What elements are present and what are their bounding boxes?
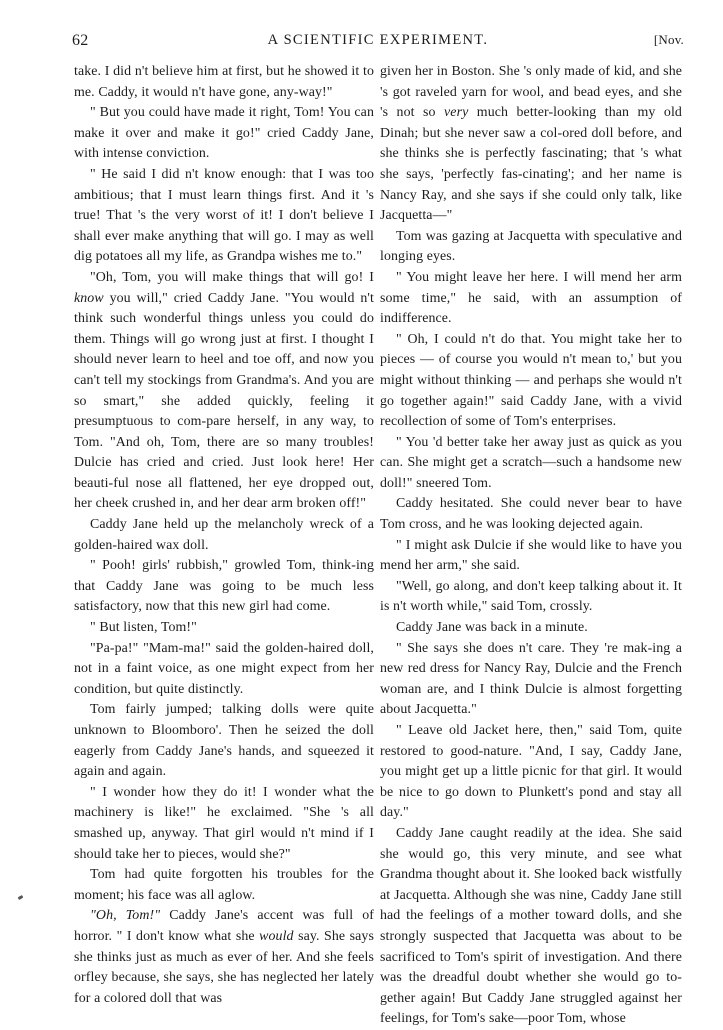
paragraph: Tom had quite forgotten his troubles for the moment; his face was all aglow. [74, 867, 374, 903]
paragraph-text: Caddy Jane's accent was full of horror. " I don't know what she [74, 908, 375, 944]
paragraph: " She says she does n't care. They 're mak-ing a new red dress for Nancy Ray, Dulcie and the French woman are, and I think Dulcie is almost forgetting about Jacquetta." [380, 640, 682, 718]
paragraph: Caddy Jane held up the melancholy wreck of a golden-haired wax doll. [74, 517, 374, 553]
emphasis-text: would [259, 928, 294, 944]
paragraph: Caddy Jane was back in a minute. [396, 620, 588, 636]
paragraph: "Well, go along, and don't keep talking about it. It is n't worth while," said Tom, crossly. [380, 578, 682, 615]
issue-label: [Nov. [653, 32, 684, 47]
emphasis-text: "Oh, Tom!" [90, 908, 161, 924]
paragraph: take. I did n't believe him at first, but he showed it to me. Caddy, it would n't have gone, any-way!" [74, 64, 374, 100]
emphasis-text: very [444, 105, 469, 121]
paragraph [74, 268, 374, 515]
paragraph: " You 'd better take her away just as quick as you can. She might get a scratch—such a handsome new doll!" sneered Tom. [380, 434, 682, 491]
right-column [380, 62, 682, 1030]
paragraph-text: say. She says she thinks just as much as ever of her. And she feels orfley because, she says, she has neglected her lately for a colored doll that was [74, 928, 374, 1006]
paragraph: " Pooh! girls' rubbish," growled Tom, think-ing that Caddy Jane was going to be much less satisfactory, now that this new girl had come. [74, 558, 374, 615]
paragraph: " You might leave her here. I will mend her arm some time," he said, with an assumption of indifference. [380, 269, 682, 327]
paragraph [380, 62, 682, 227]
emphasis-text: know [74, 290, 104, 306]
paragraph: "Pa-pa!" "Mam-ma!" said the golden-haired doll, not in a faint voice, as one might expect from her condition, but quite distinctly. [74, 640, 374, 697]
paragraph-text: "Oh, Tom, you will make things that will go! I [90, 269, 374, 285]
paragraph: " He said I did n't know enough: that I was too ambitious; that I must learn things first. And it 's true! That 's the very worst of it! I don't believe I shall ever make anything that will go. I may as well dig potatoes all my life, as Grandpa wishes me to." [74, 166, 374, 265]
paragraph: Caddy Jane caught readily at the idea. She said she would go, this very minute, and see what Grandma thought about it. She looked back wistfully at Jacquetta. Although she was nine, Caddy Jane still had the feelings of a mother toward dolls, and she strongly suspected that Jacquetta was about to be sacrificed to Tom's spirit of investigation. And there was the dreadful doubt whether she would go to-gether again! But Caddy Jane struggled against her feelings, for Tom's sake—poor Tom, whose [380, 825, 682, 1027]
paragraph-text: you will," cried Caddy Jane. "You would n't think such wonderful things unless you could do them. Things will go wrong just at first. I thought I should never learn to heel and toe off, and now you can't tell my stockings from Grandma's. And you are so smart," she added quickly, feeling it presumptuous to com-pare herself, in any way, to Tom. "And oh, Tom, there are so many troubles! Dulcie has cried and cried. Just look here! Her beauti-ful nose all flattened, her eye dropped out, her cheek crushed in, and her dear arm broken off!" [74, 290, 374, 512]
paragraph-text: much better-looking than my old Dinah; but she never saw a col-ored doll before, and she thinks she is perfectly fascinating; that 's what she says, 'perfectly fas-cinating'; and her name is Nancy Ray, and she says if she could only talk, like Jacquetta—" [380, 105, 682, 224]
paragraph: Tom fairly jumped; talking dolls were quite unknown to Bloomboro'. Then he seized the doll eagerly from Caddy Jane's hands, and squeezed it again and again. [74, 702, 374, 780]
running-header [72, 32, 684, 56]
paragraph: " But you could have made it right, Tom! You can make it over and make it go!" cried Caddy Jane, with intense conviction. [74, 105, 374, 162]
paragraph: " Oh, I could n't do that. You might take her to pieces — of course you would n't mean to,' but you might without thinking — and perhaps she would n't go together again!" said Caddy Jane, with a vivid recollection of some of Tom's enterprises. [380, 331, 682, 430]
paragraph: " Leave old Jacket here, then," said Tom, quite restored to good-nature. "And, I say, Caddy Jane, you might get up a little picnic for that girl. It would be nice to go down to Plunkett's pond and stay all day." [380, 723, 682, 821]
paragraph: " I wonder how they do it! I wonder what the machinery is like!" he exclaimed. "She 's all smashed up, anyway. That girl would n't mind if I should take her to pieces, would she?" [74, 784, 374, 862]
print-speck [18, 895, 24, 900]
paragraph: " I might ask Dulcie if she would like to have you mend her arm," she said. [380, 537, 682, 574]
paragraph [74, 906, 374, 1009]
left-column [74, 62, 374, 1009]
paragraph-text: given her in Boston. She 's only made of kid, and she 's got raveled yarn for wool, and bead eyes, and she 's not so [380, 64, 682, 121]
paragraph: Caddy hesitated. She could never bear to have Tom cross, and he was looking dejected again. [380, 496, 682, 533]
paragraph: Tom was gazing at Jacquetta with speculative and longing eyes. [380, 228, 682, 265]
paragraph: " But listen, Tom!" [90, 620, 197, 636]
page-number: 62 [72, 32, 89, 49]
running-title: A SCIENTIFIC EXPERIMENT. [267, 32, 489, 48]
